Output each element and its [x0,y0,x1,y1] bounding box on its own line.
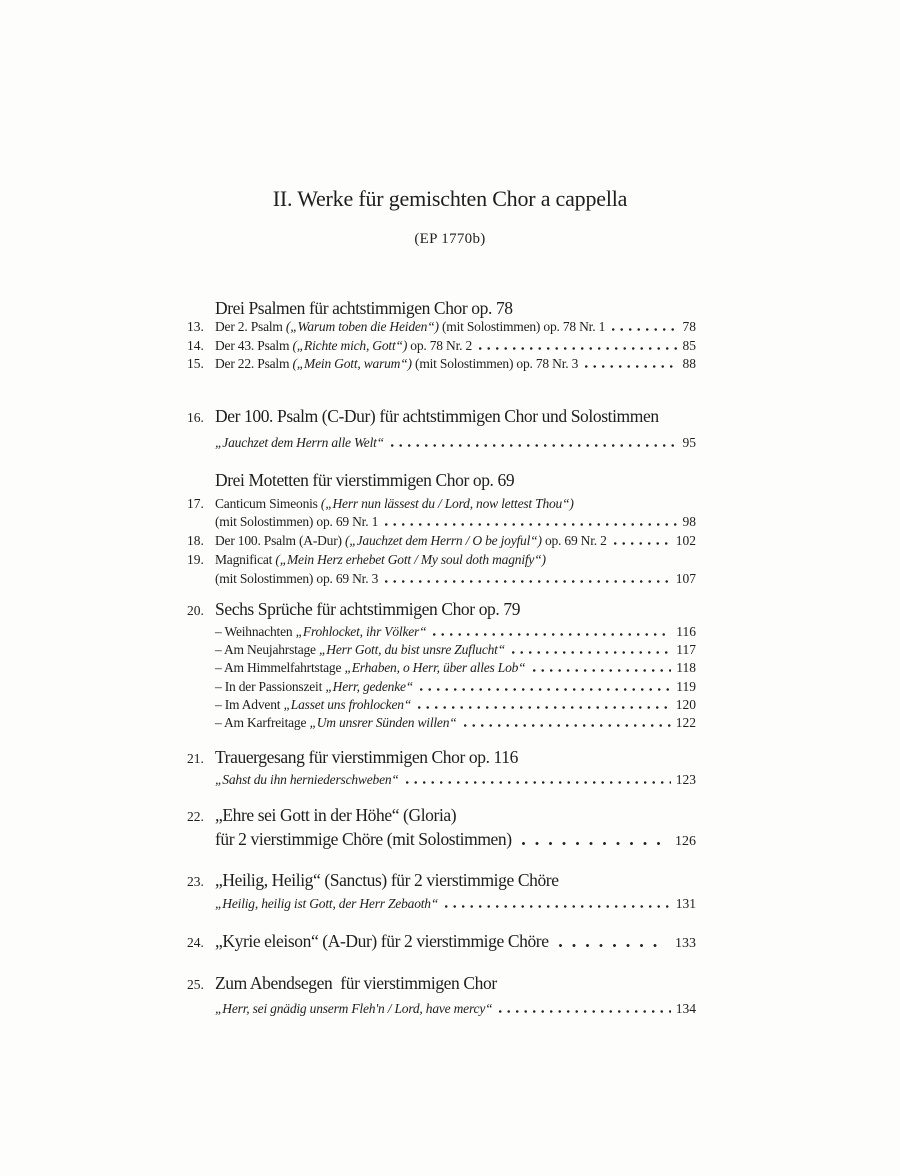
page-number: 95 [682,435,696,450]
line-number: 18. [187,533,204,548]
dot-leader [445,905,671,908]
dot-leader [522,842,667,845]
toc-heading [187,599,696,620]
line-number: 16. [187,410,204,425]
toc-heading [187,931,696,952]
toc-heading [187,747,696,768]
line-number: 24. [187,935,204,950]
line-number: 15. [187,356,204,371]
toc-line [215,772,696,788]
line-text: – In der Passionszeit „Herr, gedenke“ [215,679,414,694]
line-text: „Sahst du ihn herniederschweben“ [215,772,399,787]
dot-leader [585,365,677,368]
line-number: 19. [187,552,204,567]
line-text: Sechs Sprüche für achtstimmigen Chor op. 79 [215,599,521,619]
toc-heading [187,406,696,427]
dot-leader [512,651,671,654]
line-number: 13. [187,319,204,334]
line-text: „Heilig, Heilig“ (Sanctus) für 2 vierstimmige Chöre [215,870,559,890]
toc [187,0,696,1176]
page-number: 88 [682,356,696,371]
line-text: – Am Karfreitage „Um unsrer Sünden willen“ [215,715,457,730]
toc-line [215,896,696,912]
toc-heading [187,805,696,826]
page-number: 122 [675,715,696,730]
toc-heading [215,298,696,319]
line-text: Drei Psalmen für achtstimmigen Chor op. 78 [215,298,513,318]
line-text: „Kyrie eleison“ (A-Dur) für 2 vierstimmige Chöre [215,931,549,951]
page-number: 119 [676,679,696,694]
dot-leader [433,633,671,636]
line-text: Der 100. Psalm (C-Dur) für achtstimmigen Chor und Solostimmen [215,406,659,426]
dot-leader [464,724,671,727]
toc-line [187,496,696,512]
page-number: 120 [675,697,696,712]
line-text: (mit Solostimmen) op. 69 Nr. 1 [215,514,379,529]
toc-line [187,319,696,335]
line-text: (mit Solostimmen) op. 69 Nr. 3 [215,571,379,586]
page-number: 107 [675,571,696,586]
line-text: – Im Advent „Lasset uns frohlocken“ [215,697,412,712]
page-number: 123 [675,772,696,787]
line-number: 17. [187,496,204,511]
line-text: Zum Abendsegen für vierstimmigen Chor [215,973,497,993]
line-number: 25. [187,977,204,992]
dot-leader [479,347,677,350]
toc-line [215,514,696,530]
line-text: – Am Himmelfahrtstage „Erhaben, o Herr, über alles Lob“ [215,660,526,675]
line-text: „Heilig, heilig ist Gott, der Herr Zebaoth“ [215,896,439,911]
toc-heading [187,870,696,891]
line-text: – Am Neujahrstage „Herr Gott, du bist unsre Zuflucht“ [215,642,506,657]
dot-leader [499,1010,670,1013]
page-number: 98 [682,514,696,529]
line-text: Der 100. Psalm (A-Dur) („Jauchzet dem Herrn / O be joyful“) op. 69 Nr. 2 [215,533,607,548]
dot-leader [559,944,667,947]
toc-line [187,533,696,549]
toc-line [215,715,696,731]
line-text: Der 22. Psalm („Mein Gott, warum“) (mit Solostimmen) op. 78 Nr. 3 [215,356,579,371]
page-number: 126 [675,834,696,849]
line-text: Der 43. Psalm („Richte mich, Gott“) op. 78 Nr. 2 [215,338,473,353]
dot-leader [385,580,671,583]
page-title: II. Werke für gemischten Chor a cappella [272,186,628,211]
dot-leader [391,444,678,447]
toc-line [215,660,696,676]
page-number: 117 [676,642,696,657]
line-text: Canticum Simeonis („Herr nun lässest du / Lord, now lettest Thou“) [215,496,574,511]
dot-leader [406,781,671,784]
page-number: 116 [676,624,696,639]
line-text: „Ehre sei Gott in der Höhe“ (Gloria) [215,805,457,825]
page-number: 118 [676,660,696,675]
toc-line [215,1001,696,1017]
line-text: „Herr, sei gnädig unserm Fleh'n / Lord, have mercy“ [215,1001,493,1016]
line-number: 22. [187,809,204,824]
toc-line [187,356,696,372]
page-number: 134 [675,1001,696,1016]
toc-line [215,679,696,695]
line-text: Der 2. Psalm („Warum toben die Heiden“) (mit Solostimmen) op. 78 Nr. 1 [215,319,606,334]
line-text: Magnificat („Mein Herz erhebet Gott / My soul doth magnify“) [215,552,546,567]
toc-line [215,435,696,451]
dot-leader [385,523,677,526]
edition-code: (EP 1770b) [414,231,486,247]
toc-line [187,552,696,568]
dot-leader [612,328,677,331]
toc-heading [215,470,696,491]
page-number: 102 [675,533,696,548]
line-number: 21. [187,751,204,766]
toc-line [187,338,696,354]
line-text: – Weihnachten „Frohlocket, ihr Völker“ [215,624,427,639]
dot-leader [418,706,671,709]
toc-heading [187,973,696,994]
line-text: Trauergesang für vierstimmigen Chor op. 116 [215,747,518,767]
dot-leader [420,688,671,691]
page-number: 78 [682,319,696,334]
toc-line [215,697,696,713]
toc-heading [215,829,696,850]
toc-line [215,624,696,640]
page-number: 133 [675,936,696,951]
line-text: für 2 vierstimmige Chöre (mit Solostimmen) [215,829,512,849]
line-number: 14. [187,338,204,353]
line-number: 23. [187,874,204,889]
dot-leader [533,669,672,672]
toc-line [215,571,696,587]
line-number: 20. [187,603,204,618]
dot-leader [614,542,671,545]
line-text: Drei Motetten für vierstimmigen Chor op. 69 [215,470,515,490]
line-text: „Jauchzet dem Herrn alle Welt“ [215,435,384,450]
page-number: 131 [675,896,696,911]
toc-line [215,642,696,658]
page-number: 85 [682,338,696,353]
